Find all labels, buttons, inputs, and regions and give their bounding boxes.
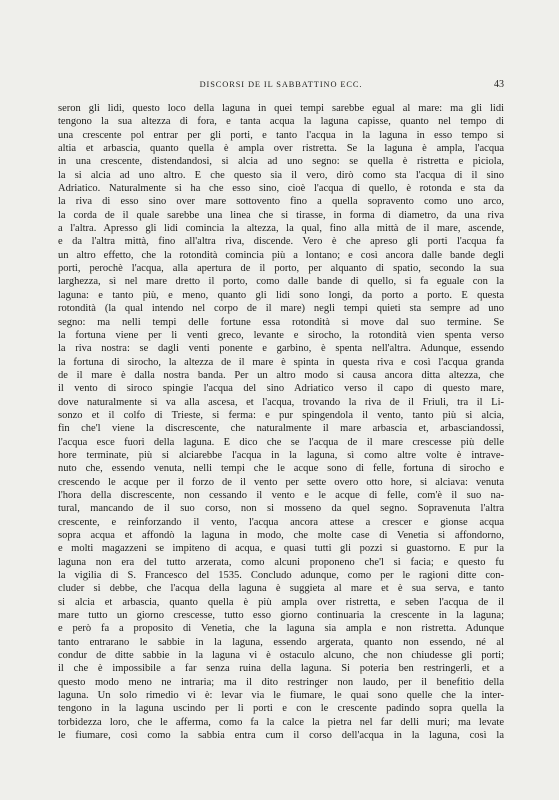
text-line: l'acqua esce fuori della laguna. E dico che se l'acqua de il mare crescesse più delle (58, 436, 504, 448)
text-line: rotondità (la qual intendo nel corpo de il mare) negli tempi quieti sta sempre ad uno (58, 303, 504, 315)
text-line: hore terminate, più si alciarebbe l'acqua in la laguna, sì como altre volte è intrave- (58, 449, 504, 461)
text-line: la corda de il quale sarebbe una linea che si tirasse, in forma di diametro, da una riva (58, 209, 504, 221)
text-line: la riva di esso sino over mare sottovento fino a quella sopravento como uno arco, (58, 196, 504, 208)
text-line: nuto che, essendo venuta, nelli tempi che le acque sono di felle, fortuna di sirocho e (58, 463, 504, 475)
text-line: larghezza, sì nel mare dretto il porto, como dalle bande di quello, si fa eguale con la (58, 276, 504, 288)
text-line: mare tutto un giorno crescesse, tutto esso giorno continuaria la crescente in la laguna; (58, 610, 504, 622)
text-line: a l'altra. Apresso gli lidi comincia la altezza, la qual, fino alla mittà de il mare, ascende, (58, 223, 504, 235)
text-line: e molti magazzeni se impiteno di acqua, e quasi tutti gli pozzi si guastorno. E pur la (58, 543, 504, 555)
running-title: DISCORSI DE IL SABBATTINO ECC. (199, 80, 363, 89)
text-line: la riva nostra: se dagli venti ponente e garbino, è spenta nell'altra. Adunque, essendo (58, 343, 504, 355)
text-line: laguna. Un solo rimedio vi è: levar via le fiumare, le quai sono quelle che la inter- (58, 690, 504, 702)
text-line: sonzo et il colfo di Trieste, si ferma: e pur spingendola il vento, tanto più si alcia, (58, 409, 504, 421)
text-line: tengono in la laguna uscindo per li porti e con le crescente padindo sopra quella la (58, 703, 504, 715)
text-line: segno: ma nelli tempi delle fortune essa rotondità si move dal suo termine. Se (58, 316, 504, 328)
text-line: la si alcia ad uno altro. E che questo sia il vero, dirò como sta l'acqua di il sino (58, 169, 504, 181)
text-line: una crescente pol entrar per gli porti, e tanto l'acqua in la laguna in esso tempo si (58, 129, 504, 141)
text-line: tural, mancando de il suo corso, non si mosseno da quel segno. Sopravenuta l'altra (58, 503, 504, 515)
text-line: laguna non era del tutto arzerata, como alcuni proponeno che'l si facia; e questo fu (58, 556, 504, 568)
body-text (58, 102, 504, 743)
text-line: si alcia et arbascia, quanto quella è più ampla over ristretta, e seben l'acqua de il (58, 596, 504, 608)
text-line: la fortuna viene per li venti greco, levante e sirocho, la rotondità vien spenta verso (58, 329, 504, 341)
text-line: tanto entrarano le sabbie in la laguna, essendo argerata, quanto non essendo, né al (58, 636, 504, 648)
text-line: il vento di siroco spingie l'acqua del sino Adriatico verso il capo di questo mare, (58, 383, 504, 395)
page-number: 43 (494, 79, 504, 90)
text-line: dove naturalmente si va alla ascesa, et l'acqua, trovando la riva de il Friuli, tra il Li- (58, 396, 504, 408)
text-line: fin che'l viene la discrescente, che naturalmente il mare arbascia et, arbasciandossi, (58, 423, 504, 435)
text-line: crescente, e reinforzando il vento, l'acqua ancora attese a crescer e gionse acqua (58, 516, 504, 528)
text-line: altia et arbascia, quanto quella è ampla over ristretta. Se la laguna è ampla, l'acqua (58, 143, 504, 155)
text-line: cluder si debbe, che l'acqua della laguna è suggieta al mare et è sua serva, e tanto (58, 583, 504, 595)
text-line: crescendo le acque per il forzo de il vento per sette overo otto hore, si alciava: venuta (58, 476, 504, 488)
text-line: sopra acqua et affondò la laguna in modo, che molte case di Venetia si affondorno, (58, 530, 504, 541)
text-line: condur de ditte sabbie in la laguna vi è ostaculo alcuno, che non chiudesse gli porti; (58, 650, 504, 662)
text-line: tengono la sua altezza di fora, e tanta acqua la laguna capisse, quanto nel tempo di (58, 116, 504, 128)
text-line: la vigilia di S. Francesco del 1535. Concludo adunque, como per le ragioni ditte con- (58, 570, 504, 582)
text-line: in una crescente, distendandosi, si alcia ad uno segno: se quella è ristretta e piciola, (58, 156, 504, 168)
page-header (58, 80, 504, 94)
text-line: porti, perochè l'acqua, alla apertura de il porto, per alquanto di spatio, secondo la sua (58, 263, 504, 275)
text-line: il che è impossibile a far senza ruina della laguna. Si poteria ben restringerli, et a (58, 663, 504, 675)
text-line: questo modo meno ne intraria; ma il dito restringer non laudo, per il benefitio della (58, 676, 504, 688)
text-line: laguna: e tanto più, e meno, quanto gli lidi sono longi, da porto a porto. E questa (58, 289, 504, 301)
text-line: l'hora della discrescente, non cessando il vento e le acque di felle, com'è il suo na- (58, 489, 504, 501)
text-line: la fortuna di sirocho, la altezza de il mare è spinta in questa riva e così l'acqua granda (58, 356, 504, 368)
text-line: un altro effetto, che la rotondità comincia più a lontano; e così ancora dalle bande degli (58, 249, 504, 261)
text-line: seron gli lidi, questo loco della laguna in quei tempi sarebbe egual al mare: ma gli lidi (58, 103, 504, 114)
text-line: e però fa a proposito di Venetia, che la laguna sia ampla e non ristretta. Adunque (58, 623, 504, 635)
text-line: e da l'altra mittà, fino all'altra riva, discende. Vero è che apreso gli porti l'acqua fa (58, 236, 504, 248)
text-line: de il mare è dalla nostra banda. Per un altro modo si causa ancora ditta altezza, che (58, 369, 504, 381)
text-line: torbidezza loro, che le afferma, como fa la calce la pietra nel far delli muri; ma levate (58, 716, 504, 728)
text-line: Adriatico. Naturalmente si ha che esso sino, cioè l'acqua di quello, è rotonda e sta da (58, 183, 504, 195)
text-line: le fiumare, così como la sabbia entra cum il corso dell'acqua in la laguna, così la (58, 730, 504, 742)
